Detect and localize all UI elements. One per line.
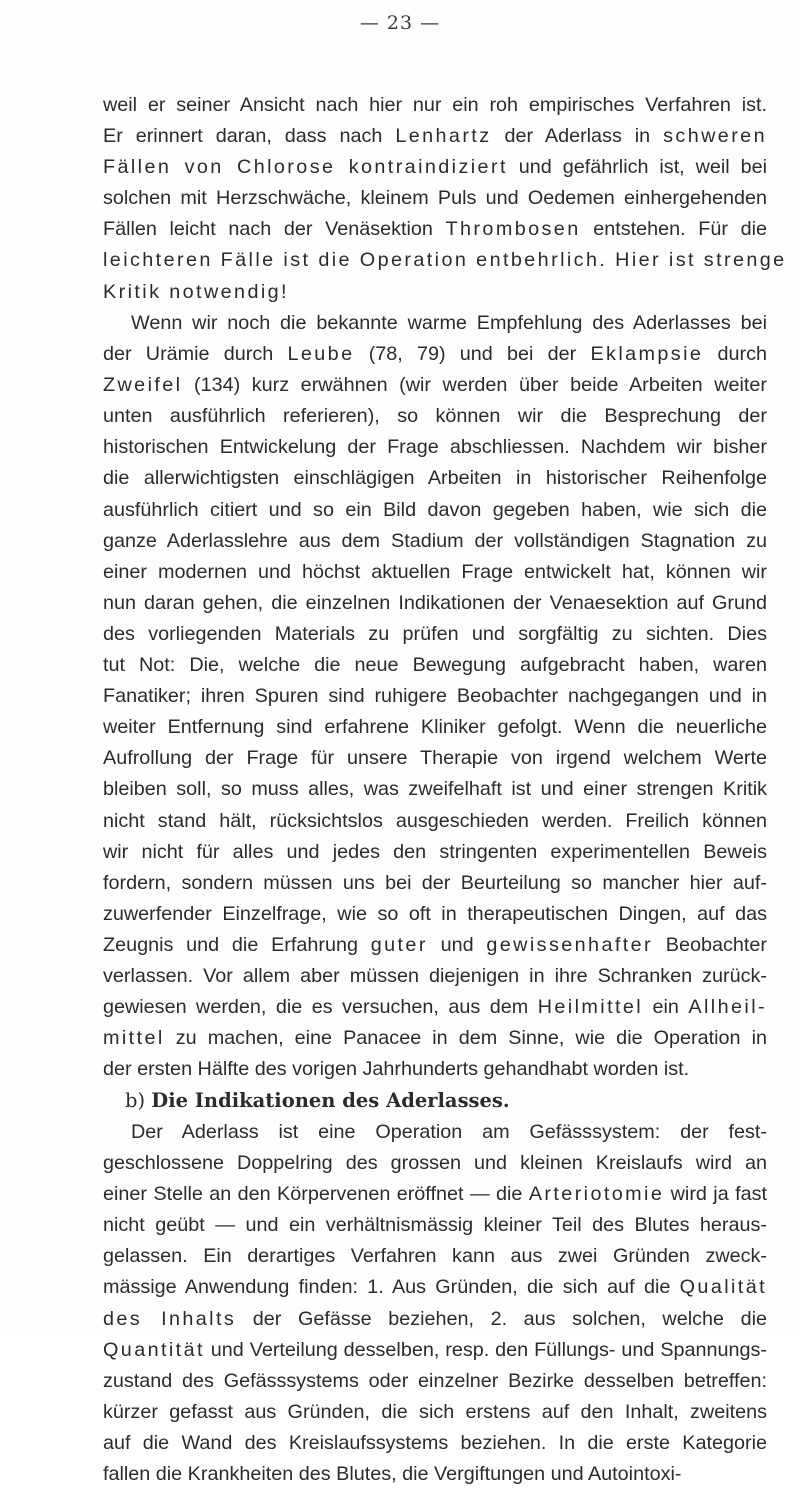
text-run: zuwerfender Einzelfrage, wie so oft in therapeutischen Dingen, auf das (103, 902, 767, 925)
text-run: der ersten Hälfte des vorigen Jahrhunderts gehandhabt worden ist. (103, 1058, 690, 1081)
text-run: solchen mit Herzschwäche, kleinem Puls und Oedemen einhergehenden (103, 187, 767, 210)
text-line (103, 1210, 767, 1241)
text-line (103, 1366, 767, 1397)
spaced-emphasis: gewissenhafter (486, 933, 654, 956)
text-run: und gefährlich ist, weil bei (507, 156, 768, 179)
text-line (103, 308, 767, 339)
text-run: weiter Entfernung sind erfahrene Kliniker gefolgt. Wenn die neuerliche (103, 716, 767, 739)
spaced-emphasis: Heilmittel (537, 996, 644, 1019)
text-run: Aufrollung der Frage für unsere Therapie von irgend welchem Werte (103, 747, 767, 770)
text-run: der Urämie durch (103, 343, 288, 366)
text-run: (78, 79) und bei der (354, 343, 591, 366)
text-line (103, 1054, 767, 1085)
text-line (103, 463, 767, 494)
text-line (103, 245, 787, 276)
paragraph-2 (103, 308, 767, 1085)
section-heading (103, 1085, 767, 1116)
text-run: gelassen. Ein derartiges Verfahren kann aus zwei Gründen zweck- (103, 1245, 767, 1268)
text-line (103, 774, 767, 805)
text-run: Beobachter (653, 933, 767, 956)
text-line (103, 1459, 767, 1490)
text-line (103, 712, 767, 743)
text-line (103, 495, 767, 526)
text-run: durch (703, 343, 767, 366)
spaced-emphasis: Kritik notwendig! (103, 280, 289, 303)
text-run: wird ja fast (664, 1183, 767, 1206)
text-run: weil er seiner Ansicht nach hier nur ein roh empirisches Verfahren ist. (103, 94, 767, 116)
text-run: zu machen, eine Panacee in dem Sinne, wie die Operation in (164, 1027, 767, 1050)
text-line (103, 806, 767, 837)
text-line (103, 1335, 767, 1366)
text-line (103, 1272, 767, 1303)
text-run: (134) kurz erwähnen (wir werden über beide Arbeiten weiter (182, 374, 767, 397)
text-run: ausführlich citiert und so ein Bild davon gegeben haben, wie sich die (103, 498, 767, 521)
text-line (103, 619, 767, 650)
text-run: entstehen. Für die (580, 218, 767, 241)
text-run: einer Stelle an den Körpervenen eröffnet — die (103, 1183, 529, 1206)
text-line (103, 1023, 767, 1054)
section-title: Die Indikationen des Aderlasses. (151, 1089, 510, 1112)
text-run: ein (643, 996, 689, 1019)
spaced-emphasis: des Inhalts (103, 1307, 237, 1330)
spaced-emphasis: Lenhartz (395, 125, 492, 148)
text-run: nun daran gehen, die einzelnen Indikationen der Venaesektion auf Grund (103, 591, 767, 614)
text-run: Er erinnert daran, dass nach (103, 125, 396, 148)
spaced-emphasis: Zweifel (103, 374, 183, 397)
text-line (103, 432, 767, 463)
text-line (103, 152, 767, 183)
spaced-emphasis: Quantität (103, 1338, 205, 1361)
text-run: Fällen leicht nach der Venäsektion (103, 218, 446, 241)
text-line (103, 370, 767, 401)
text-run: des vorliegenden Materials zu prüfen und sorgfältig zu sichten. Dies (103, 622, 767, 645)
text-line (103, 339, 767, 370)
text-run: tut Not: Die, welche die neue Bewegung aufgebracht haben, waren (103, 654, 767, 677)
text-run: auf die Wand des Kreislaufssystems beziehen. In die erste Kategorie (103, 1431, 767, 1454)
text-line (103, 1148, 767, 1179)
text-run: mässige Anwendung finden: 1. Aus Gründen, die sich auf die (103, 1276, 680, 1299)
text-line (103, 1117, 767, 1148)
spaced-emphasis: leichteren Fälle ist die Operation entbehrlich. Hier ist strenge (103, 249, 787, 272)
spaced-emphasis: mittel (103, 1027, 165, 1050)
spaced-emphasis: schweren (663, 125, 767, 148)
text-line (103, 588, 767, 619)
text-run: und (427, 933, 487, 956)
text-run: wir nicht für alles und jedes den stringenten experimentellen Beweis (103, 840, 767, 863)
text-line (103, 868, 767, 899)
text-run: und Verteilung desselben, resp. den Füllungs- und Spannungs- (204, 1338, 767, 1361)
spaced-emphasis: Qualität (679, 1276, 767, 1299)
text-run: zustand des Gefässsystems oder einzelner Bezirke desselben betreffen: (103, 1369, 767, 1392)
text-run: fallen die Krankheiten des Blutes, die Vergiftungen und Autointoxi- (103, 1463, 682, 1486)
text-line (103, 1304, 767, 1335)
text-line (103, 992, 767, 1023)
text-line (103, 401, 767, 432)
text-line (103, 899, 767, 930)
text-line (103, 183, 767, 214)
text-line (103, 1241, 767, 1272)
text-line (103, 961, 767, 992)
spaced-emphasis: Eklampsie (590, 343, 704, 366)
text-line (103, 1397, 767, 1428)
text-run: einer modernen und höchst aktuellen Frage entwickelt hat, können wir (103, 560, 767, 583)
text-run: kürzer gefasst aus Gründen, die sich erstens auf den Inhalt, zweitens (103, 1400, 767, 1423)
text-run: Zeugnis und die Erfahrung (103, 933, 371, 956)
text-line (103, 743, 767, 774)
text-line (103, 277, 767, 308)
text-run: bleiben soll, so muss alles, was zweifelhaft ist und einer strengen Kritik (103, 778, 767, 801)
text-run: historischen Entwickelung der Frage abschliessen. Nachdem wir bisher (103, 436, 767, 459)
text-line (103, 121, 767, 152)
spaced-emphasis: guter (370, 933, 428, 956)
section-label: b) (125, 1089, 146, 1112)
text-run: Fanatiker; ihren Spuren sind ruhigere Beobachter nachgegangen und in (103, 685, 767, 708)
paragraph-3 (103, 1117, 767, 1490)
spaced-emphasis: Arteriotomie (528, 1183, 665, 1206)
spaced-emphasis: Leube (287, 343, 355, 366)
text-line (103, 650, 767, 681)
text-line (103, 557, 767, 588)
text-run: verlassen. Vor allem aber müssen diejenigen in ihre Schranken zurück- (103, 964, 767, 987)
text-line (103, 214, 767, 245)
text-run: die allerwichtigsten einschlägigen Arbeiten in historischer Reihenfolge (103, 467, 767, 490)
text-line (103, 90, 767, 121)
text-line (103, 526, 767, 557)
text-run: gewiesen werden, die es versuchen, aus dem (103, 996, 538, 1019)
text-run: der Aderlass in (491, 125, 664, 148)
text-run: ganze Aderlasslehre aus dem Stadium der vollständigen Stagnation zu (103, 529, 767, 552)
text-run: fordern, sondern müssen uns bei der Beurteilung so mancher hier auf- (103, 871, 767, 894)
text-run: nicht geübt — und ein verhältnismässig kleiner Teil des Blutes heraus- (103, 1214, 767, 1237)
text-line (103, 1179, 767, 1210)
section-heading-line (103, 1085, 767, 1116)
page-number: — 23 — (359, 12, 441, 34)
spaced-emphasis: Thrombosen (445, 218, 581, 241)
paragraph-1 (103, 90, 787, 308)
text-run: der Gefässe beziehen, 2. aus solchen, welche die (236, 1307, 767, 1330)
spaced-emphasis: Fällen von Chlorose kontraindiziert (103, 156, 508, 179)
text-run: Wenn wir noch die bekannte warme Empfehlung des Aderlasses bei (131, 312, 767, 334)
text-line (103, 930, 767, 961)
text-run: unten ausführlich referieren), so können wir die Besprechung der (103, 405, 767, 428)
text-run: geschlossene Doppelring des grossen und kleinen Kreislaufs wird an (103, 1152, 767, 1175)
spaced-emphasis: Allheil- (688, 996, 767, 1019)
text-run: nicht stand hält, rücksichtslos ausgeschieden werden. Freilich können (103, 809, 767, 832)
text-line (103, 1428, 767, 1459)
text-run: Der Aderlass ist eine Operation am Gefässsystem: der fest- (131, 1121, 767, 1143)
text-line (103, 837, 767, 868)
text-line (103, 681, 767, 712)
